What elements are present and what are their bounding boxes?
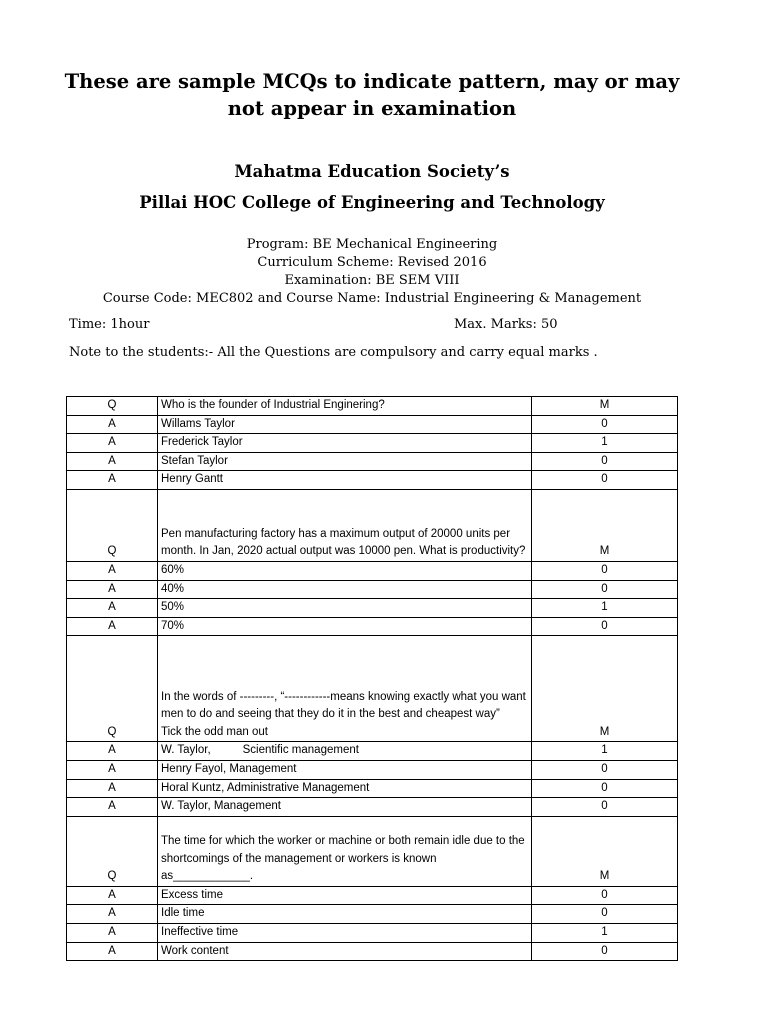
answer-mark: 0 [532, 760, 678, 779]
answer-label: A [67, 760, 158, 779]
answer-mark: 0 [532, 798, 678, 817]
question-label: Q [67, 636, 158, 742]
answer-label: A [67, 886, 158, 905]
answer-label: A [67, 742, 158, 761]
answer-mark: 0 [532, 886, 678, 905]
question-label: Q [67, 397, 158, 416]
answer-mark: 0 [532, 617, 678, 636]
answer-mark: 1 [532, 923, 678, 942]
answer-mark: 0 [532, 561, 678, 580]
answer-label: A [67, 471, 158, 490]
question-label: Q [67, 816, 158, 886]
marks-header: M [532, 636, 678, 742]
answer-label: A [67, 415, 158, 434]
max-marks-label: Max. Marks: 50 [454, 317, 558, 332]
time-label: Time: 1hour [69, 317, 150, 332]
curriculum-scheme-line: Curriculum Scheme: Revised 2016 [257, 255, 487, 270]
answer-mark: 1 [532, 599, 678, 618]
examination-line: Examination: BE SEM VIII [284, 273, 460, 288]
answer-option-text: Ineffective time [158, 923, 532, 942]
question-row [67, 636, 678, 742]
society-name: Mahatma Education Society’s [234, 162, 510, 181]
answer-label: A [67, 580, 158, 599]
answer-row [67, 580, 678, 599]
answer-option-text: Stefan Taylor [158, 452, 532, 471]
answer-row [67, 434, 678, 453]
answer-row [67, 742, 678, 761]
answer-label: A [67, 452, 158, 471]
question-row [67, 397, 678, 416]
answer-label: A [67, 905, 158, 924]
answer-row [67, 923, 678, 942]
answer-row [67, 415, 678, 434]
answer-row [67, 561, 678, 580]
mcq-table [66, 396, 678, 961]
student-note: Note to the students:- All the Questions are compulsory and carry equal marks . [69, 345, 598, 360]
answer-mark: 0 [532, 905, 678, 924]
answer-option-text: Henry Fayol, Management [158, 760, 532, 779]
answer-label: A [67, 434, 158, 453]
answer-label: A [67, 599, 158, 618]
answer-option-text: Horal Kuntz, Administrative Management [158, 779, 532, 798]
answer-row [67, 760, 678, 779]
question-label: Q [67, 489, 158, 561]
answer-option-text: Excess time [158, 886, 532, 905]
answer-row [67, 798, 678, 817]
question-row [67, 816, 678, 886]
answer-mark: 0 [532, 580, 678, 599]
answer-mark: 0 [532, 471, 678, 490]
answer-option-text: Willams Taylor [158, 415, 532, 434]
answer-option-text: Frederick Taylor [158, 434, 532, 453]
answer-option-text: Work content [158, 942, 532, 961]
answer-option-text: 40% [158, 580, 532, 599]
answer-mark: 0 [532, 942, 678, 961]
marks-header: M [532, 816, 678, 886]
college-name: Pillai HOC College of Engineering and Technology [139, 193, 605, 212]
answer-row [67, 452, 678, 471]
mcq-table-body [67, 397, 678, 961]
answer-row [67, 886, 678, 905]
answer-label: A [67, 942, 158, 961]
answer-option-text: W. Taylor, Management [158, 798, 532, 817]
answer-option-text: 50% [158, 599, 532, 618]
marks-header: M [532, 489, 678, 561]
answer-option-text: Henry Gantt [158, 471, 532, 490]
answer-option-text: Idle time [158, 905, 532, 924]
answer-row [67, 471, 678, 490]
answer-row [67, 905, 678, 924]
answer-mark: 1 [532, 742, 678, 761]
question-text: The time for which the worker or machine or both remain idle due to the shortcomings of the management or workers is known as____________. [158, 816, 532, 886]
question-text: Pen manufacturing factory has a maximum output of 20000 units per month. In Jan, 2020 actual output was 10000 pen. What is productivity? [158, 489, 532, 561]
disclaimer-heading: These are sample MCQs to indicate pattern, may or may not appear in examination [64, 70, 680, 120]
answer-mark: 0 [532, 415, 678, 434]
answer-label: A [67, 923, 158, 942]
answer-mark: 0 [532, 779, 678, 798]
answer-label: A [67, 798, 158, 817]
answer-option-text: 70% [158, 617, 532, 636]
answer-label: A [67, 617, 158, 636]
question-text: Who is the founder of Industrial Enginering? [158, 397, 532, 416]
answer-row [67, 617, 678, 636]
answer-row [67, 599, 678, 618]
answer-label: A [67, 561, 158, 580]
program-line: Program: BE Mechanical Engineering [246, 237, 498, 252]
answer-mark: 0 [532, 452, 678, 471]
course-line: Course Code: MEC802 and Course Name: Industrial Engineering & Management [102, 291, 642, 306]
marks-header: M [532, 397, 678, 416]
answer-label: A [67, 779, 158, 798]
answer-mark: 1 [532, 434, 678, 453]
answer-option-text: 60% [158, 561, 532, 580]
answer-row [67, 942, 678, 961]
answer-row [67, 779, 678, 798]
question-text: In the words of ---------, “------------means knowing exactly what you want men to do and seeing that they do it in the best and cheapest way” Tick the odd man out [158, 636, 532, 742]
answer-option-text: W. Taylor, Scientific management [158, 742, 532, 761]
question-row [67, 489, 678, 561]
